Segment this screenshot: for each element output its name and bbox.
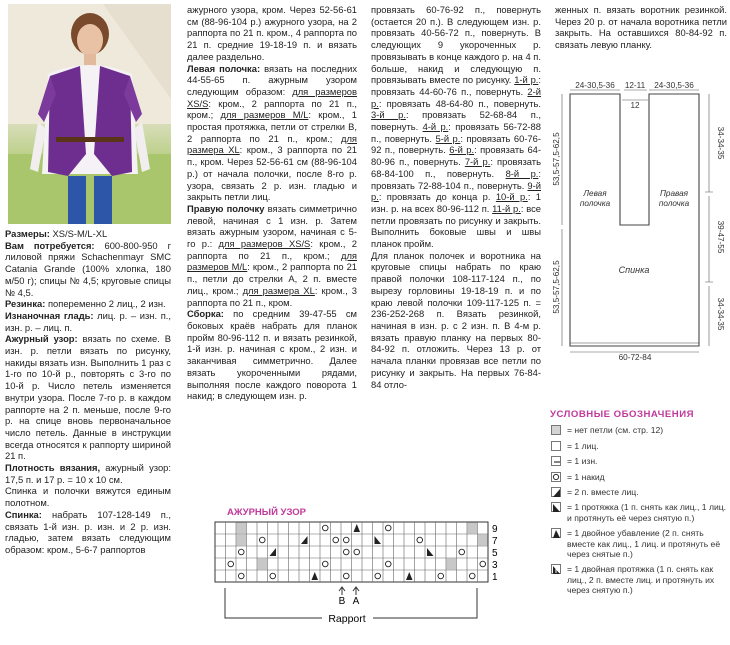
ssk-icon — [551, 502, 561, 512]
purl-label: Изнаночная гладь: — [5, 309, 94, 321]
schematic-drawing — [552, 82, 728, 364]
collar-end-text: женных п. вязать воротник резинкой. Через 20 р. от начала воротника петли закрыть. На оставшихся 80-84-92 п. связать левую планку. — [555, 4, 727, 51]
chart-title: АЖУРНЫЙ УЗОР — [227, 507, 307, 518]
row-ref: 4-й р. — [422, 121, 449, 133]
row-ref: 1-й р. — [514, 74, 539, 86]
short-rows-text: : провязать 56-72-88 п., повернуть. — [371, 121, 541, 144]
left-front-label: Левая полочка: — [187, 62, 261, 74]
size-ref: для размеров XS/S — [187, 85, 357, 109]
chart-row-number: 9 — [492, 524, 498, 535]
left-front-text: : кром., 3 раппорта по 21 п., кром. Через 52-56-61 см (88-96-104 р.) от начала полочки, после 8-го р. узора, связать 2 р. изн. гладью и закрыть петли лиц. — [187, 144, 358, 203]
right-front-label: Правую полочку — [187, 202, 265, 214]
schematic-outline — [570, 94, 699, 346]
legend-title: УСЛОВНЫЕ ОБОЗНАЧЕНИЯ — [550, 409, 694, 420]
row-ref: 9-й р. — [371, 179, 541, 203]
short-rows-text: : провязать 68-84-100 п., повернуть. — [371, 156, 541, 179]
short-rows-text: : 1 изн. р. на всех 80-96-112 п. — [371, 191, 541, 214]
legend-item-no-stitch — [550, 425, 728, 435]
double-ssk-icon — [551, 564, 561, 574]
no-stitch-icon — [551, 425, 561, 435]
legend-item-double-dec — [550, 528, 728, 559]
chart-symbol — [478, 535, 488, 546]
legend-text: = 1 накид — [567, 471, 605, 482]
right-front-text: : кром., 2 раппорта по 21 п., кром.; — [187, 238, 358, 261]
left-front-name-2: полочка — [579, 199, 611, 208]
size-ref: для размеров XS/S — [218, 238, 311, 250]
legend-text: = 2 п. вместе лиц. — [567, 487, 639, 498]
left-front-text: вязать на последних 44-55-65 п. ажурным узором следующим образом: — [187, 62, 358, 97]
chart-cells — [215, 522, 488, 582]
legend-item-purl — [550, 456, 728, 466]
right-front-text: : кром., 2 раппорта по 21 п., петли до стрелки А, 2 п. вместе лиц., кром.; — [187, 261, 358, 296]
purl-value: лиц. р. – изн. п., изн. р. – лиц. п. — [5, 309, 171, 333]
right-front-name-2: полочка — [658, 199, 690, 208]
dim-top-left: 24-30,5-36 — [575, 81, 615, 90]
row-ref: 2-й р. — [371, 85, 541, 109]
short-rows-text: : все петли провязать по рисунку и закрыть. Выполнить боковые швы и швы планок пройм. — [371, 202, 541, 250]
chart-symbol — [468, 523, 478, 534]
right-front-text: вязать симметрично левой, начиная с 1 изн. р. Затем вязать ажурным узором, начиная с 5-го р.: — [187, 202, 357, 250]
legend-item-yarn-over — [550, 472, 728, 482]
row-ref: 5-й р. — [435, 132, 461, 144]
garment-schematic — [552, 82, 728, 364]
size-ref: для размера XL — [242, 284, 315, 296]
purl-icon — [551, 456, 561, 466]
row-ref: 8-й р. — [505, 167, 539, 179]
size-ref: для размеров M/L — [220, 109, 309, 121]
double-decrease-icon — [551, 528, 561, 538]
lace-value: вязать по схеме. В изн. р. петли вязать по рисунку, накиды вязать изн. Выполнить 1 раз с 1-го по 10-й р., повторять с 3-го по 10-й р. Число петель изменяется внутри узора. После 7-го р. в каждом раппорте на 2 п. меньше, после 9-го р. на спице вновь первоначальное число петель. Данные в инструкции всегда относятся к раппорту шириной 21 п. — [5, 333, 171, 462]
gauge-label: Плотность вязания, — [5, 462, 101, 474]
rib-label: Резинка: — [5, 298, 46, 310]
model-illustration — [8, 4, 171, 224]
short-rows-text: : провязать до конца р. — [378, 191, 496, 203]
back-name: Спинка — [618, 265, 650, 275]
column-1 — [5, 228, 171, 556]
chart-grid — [205, 500, 498, 640]
left-front-text: : кром., 2 раппорта по 21 п., кром.; — [187, 97, 357, 121]
yarn-over-icon — [551, 472, 561, 482]
dim-bottom: 60-72-84 — [618, 353, 652, 362]
dim-left-upper: 53,5-57,5-62,5 — [552, 132, 561, 186]
size-ref: для размера XL — [187, 132, 357, 156]
materials-value: 600-800-950 г лиловой пряжи Schachenmayr SMC Catania Grande (100% хлопка, 180 м/50 г); спицы № 4,5; круговые спицы № 4,5. — [5, 239, 171, 298]
assembly-value: по средним 39-47-55 см боковых краёв набрать для планок пройм 80-96-112 п. и вязать резинкой, 1-й изн. р. начиная с кром., 2 изн. и заканчивая симметрично. Далее вязать укороченными рядами, выполняя после каждого поворота 1 накид; в следующем изн. р. — [187, 308, 357, 402]
back-label: Спинка: — [5, 508, 42, 520]
legend-text: = 1 лиц. — [567, 440, 599, 451]
gauge-note: Спинка и полочки вяжутся единым полотном. — [5, 485, 171, 509]
column-2 — [187, 4, 357, 402]
k2tog-icon — [551, 487, 561, 497]
row-ref: 7-й р. — [464, 156, 491, 168]
legend-item-k2tog — [550, 487, 728, 497]
row-ref: 6-й р. — [449, 144, 475, 156]
arrow-a-label: A — [352, 596, 360, 607]
right-front-name: Правая — [659, 189, 689, 198]
legend-text: = 1 двойная протяжка (1 п. снять как лиц., 2 п. вместе лиц. и протянуть их через снятую п.) — [567, 564, 715, 596]
short-rows-text: : провязать 48-64-80 п., повернуть. — [378, 97, 541, 109]
rapport-label: Rapport — [328, 613, 366, 625]
short-rows-text: : провязать 72-88-104 п., повернуть. — [371, 167, 541, 191]
back-value: набрать 107-128-149 п., связать 1-й изн. р. изн. и 2 р. изн. гладью, затем вязать следующим образом: кром., 5-6-7 раппортов — [5, 508, 171, 555]
dim-right-b: 39-47-55 — [716, 220, 725, 254]
short-rows-text: : провязать 60-76-92 п., повернуть. — [371, 132, 541, 156]
right-front-text: : кром., 3 раппорта по 21 п., кром. — [187, 284, 357, 308]
left-front-name: Левая — [583, 189, 607, 198]
column-3 — [371, 4, 541, 390]
lace-label: Ажурный узор: — [5, 333, 78, 345]
dim-neck: 12-11 — [624, 81, 646, 90]
dim-right-a: 34-34-35 — [716, 126, 725, 160]
short-rows-text: провязать 60-76-92 п., повернуть (остается 20 п.). В следующем изн. р. провязать 40-56-72 п., повернуть. В следующих 9 укороченных р. провязывать в конце каждого р. на 4 п. больше, накид и следующую п. провязывать вместе по рисунку. — [371, 4, 541, 86]
row-ref: 11-й р. — [492, 202, 521, 214]
short-rows-text: : провязать 44-60-76 п., повернуть. — [371, 74, 541, 97]
dim-neck-b: 12 — [630, 101, 640, 110]
row-ref: 3-й р. — [371, 109, 406, 121]
chart-symbol — [447, 559, 457, 570]
chart-row-number: 5 — [492, 548, 498, 559]
chart-symbol — [237, 535, 247, 546]
rib-value: попеременно 2 лиц., 2 изн. — [45, 298, 166, 310]
bands-collar-text: Для планок полочек и воротника на круговые спицы набрать по краю правой полочки 108-117-124 п., по вырезу горловины 19-18-19 п. и по краю левой полочки 109-117-125 п. = 236-252-268 п. Вязать резинкой, начиная в изн. р. с 2 изн. п. В 4-м р. вязать правую планку на первых 80-84-92 п. отложить. Через 13 р. от начала планки провязав все петли по рисунку и закрыть. На первых 76-84-84 отло- — [371, 249, 541, 390]
gauge-value: ажурный узор: 17,5 п. и 17 р. = 10 x 10 см. — [5, 462, 171, 485]
chart-symbol — [237, 523, 247, 534]
chart-row-number: 7 — [492, 536, 498, 547]
legend-text: = нет петли (см. стр. 12) — [567, 425, 664, 436]
legend-item-ssk — [550, 502, 728, 523]
dim-right-c: 34-34-35 — [716, 297, 725, 331]
lace-pattern-chart — [205, 500, 498, 640]
sizes-value: XS/S-M/L-XL — [49, 228, 108, 239]
back-continued: ажурного узора, кром. Через 52-56-61 см (88-96-104 р.) ажурного узора, на 2 раппорта по 21 п. кром., 4 раппорта по 21 п. средние 19-18-19 п. и вязать далее раздельно. — [187, 4, 357, 62]
chart-symbol — [258, 559, 268, 570]
legend-item-double-ssk — [550, 564, 728, 595]
chart-row-number: 3 — [492, 560, 498, 571]
column-4 — [555, 4, 727, 51]
sizes-label: Размеры: — [5, 228, 50, 239]
row-ref: 10-й р. — [495, 191, 528, 203]
legend-text: = 1 протяжка (1 п. снять как лиц., 1 лиц. и протянуть её через снятую п.) — [567, 502, 727, 523]
knit-icon — [551, 441, 561, 451]
garment-photo — [8, 4, 171, 224]
assembly-label: Сборка: — [187, 308, 224, 320]
short-rows-text: : провязать 64-80-96 п., повернуть. — [371, 144, 542, 168]
left-front-text: : кром., 1 простая протяжка, петли от стрелки В, 2 раппорта по 21 п., кром.; — [187, 109, 357, 144]
short-rows-text: : провязать 52-68-84 п., повернуть. — [371, 109, 541, 133]
dim-left-lower: 53,5-57,5-62,5 — [552, 260, 561, 314]
materials-label: Вам потребуется: — [5, 239, 95, 251]
chart-row-number: 1 — [492, 572, 498, 583]
legend-text: = 1 двойное убавление (2 п. снять вместе как лиц., 1 лиц. и протянуть её через снятые п.) — [567, 528, 721, 560]
legend-text: = 1 изн. — [567, 456, 598, 467]
legend-item-knit — [550, 441, 728, 451]
size-ref: для размеров M/L — [187, 249, 357, 273]
arrow-b-label: B — [338, 596, 346, 607]
symbol-legend — [550, 410, 728, 601]
arrow-marks — [339, 587, 359, 595]
dim-top-right: 24-30,5-36 — [654, 81, 694, 90]
chart-row-numbers — [492, 524, 498, 583]
